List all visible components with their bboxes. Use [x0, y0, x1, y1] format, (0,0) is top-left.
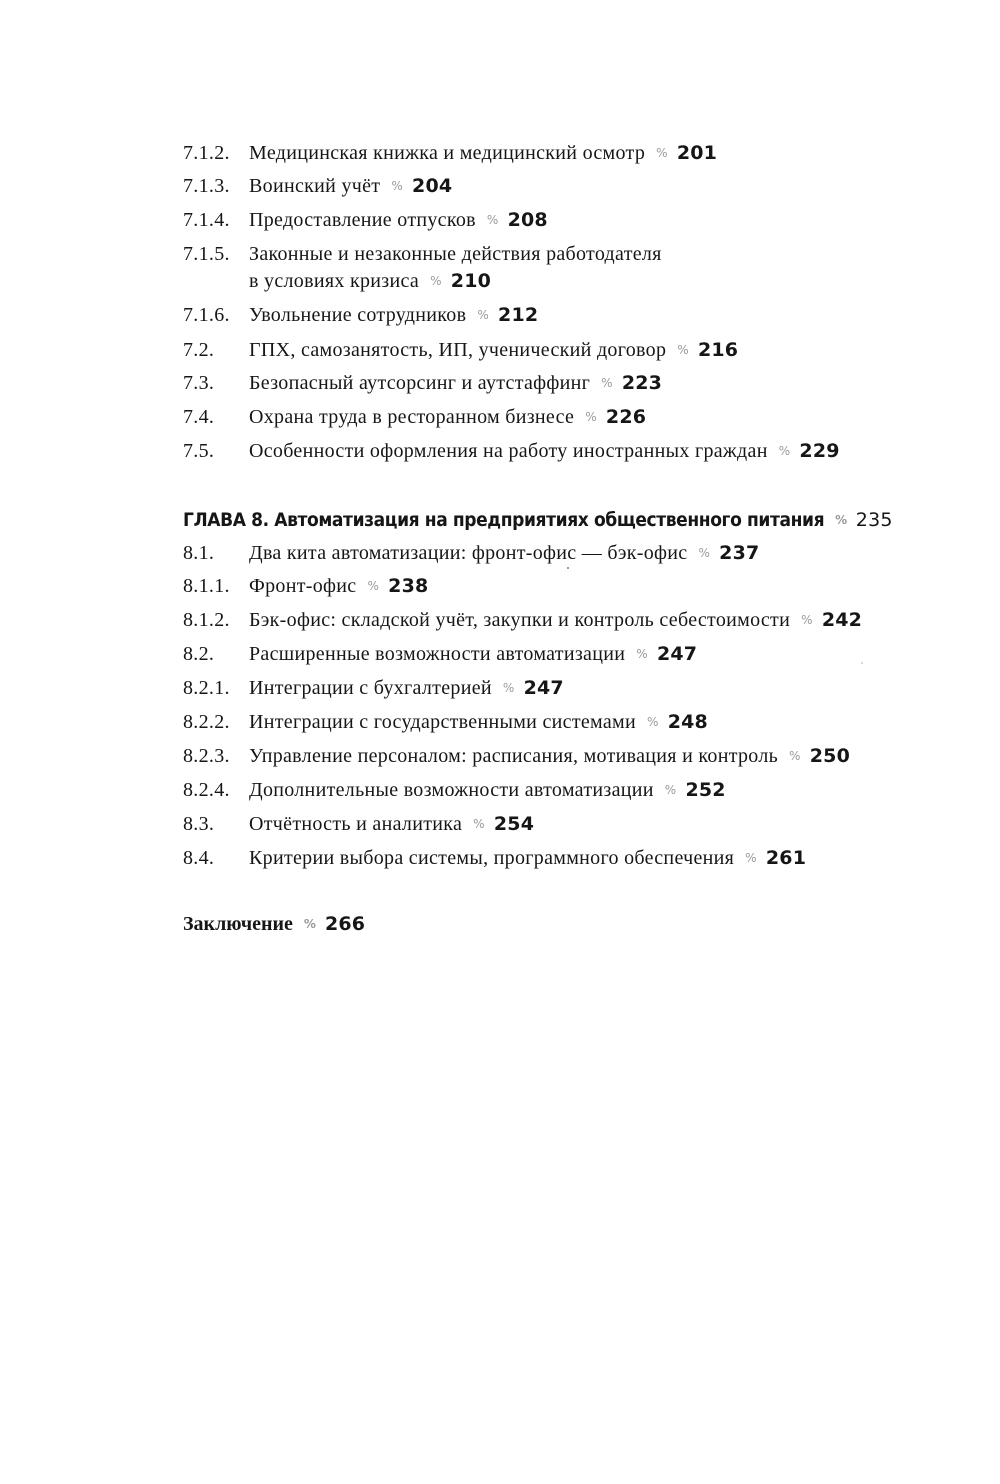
- separator-icon: %: [430, 274, 442, 288]
- separator-icon: %: [647, 715, 659, 729]
- toc-entry-title-line: [249, 777, 726, 804]
- toc-entry-page-number: 250: [809, 745, 850, 767]
- separator-icon: %: [698, 546, 711, 560]
- toc-entry-title-text: Два кита автоматизации: фронт-офис — бэк-офис: [249, 542, 688, 564]
- separator-icon: %: [778, 444, 791, 458]
- toc-entry-title: [249, 540, 759, 567]
- toc-entry-number: 8.2.4.: [183, 779, 230, 801]
- toc-entry-number: 7.1.3.: [183, 175, 230, 197]
- toc-entry-page-number: 252: [685, 779, 726, 801]
- toc-entry-title-text: Воинский учёт: [249, 175, 381, 197]
- toc-entry-page-number: 254: [493, 813, 535, 835]
- toc-entry-page-number: 261: [765, 847, 807, 869]
- toc-entry-number: 7.4.: [183, 406, 215, 428]
- toc-entry-title-line: [249, 811, 534, 838]
- toc-entry-number: 7.1.6.: [183, 304, 230, 326]
- toc-entry-title-line: [249, 675, 564, 702]
- toc-entry-title-text: Особенности оформления на работу иностранных граждан: [249, 440, 768, 462]
- toc-entry-title: [249, 140, 717, 167]
- toc-entry-page-number: 208: [507, 209, 548, 231]
- separator-icon: %: [473, 817, 485, 831]
- toc-entry-title: [249, 337, 738, 364]
- toc-entry-title-text: Интеграции с государственными системами: [249, 711, 636, 733]
- toc-entry-title-text: Дополнительные возможности автоматизации: [249, 779, 654, 801]
- separator-icon: %: [801, 613, 813, 627]
- toc-entry-title-line: [249, 540, 759, 567]
- chapter-8-title: ГЛАВА 8. Автоматизация на предприятиях общественного питания: [183, 509, 825, 531]
- toc-entry-page-number: 242: [821, 609, 863, 631]
- toc-entry-title-text: в условиях кризиса: [249, 270, 420, 292]
- toc-entry-title: [249, 370, 662, 397]
- conclusion-entry: [183, 911, 365, 938]
- toc-entry-title: [249, 845, 806, 872]
- toc-entry-number: 7.1.4.: [183, 209, 230, 231]
- separator-icon: %: [585, 410, 597, 424]
- toc-entry-title-text: ГПХ, самозанятость, ИП, ученический договор: [249, 339, 667, 361]
- toc-entry-page-number: 210: [450, 270, 492, 292]
- toc-entry-title-text: Расширенные возможности автоматизации: [249, 643, 626, 665]
- toc-entry-title: [249, 675, 564, 702]
- separator-icon: %: [303, 917, 316, 931]
- toc-entry-title: [249, 241, 662, 295]
- toc-entry-page-number: 201: [676, 142, 718, 164]
- conclusion-title: Заключение: [183, 913, 293, 935]
- toc-entry-page-number: 212: [498, 304, 539, 326]
- separator-icon: %: [502, 681, 515, 695]
- toc-entry-title-line: [249, 173, 452, 200]
- separator-icon: %: [636, 647, 648, 661]
- separator-icon: %: [664, 783, 677, 797]
- scan-speck: [567, 567, 569, 569]
- toc-entry-title: [249, 573, 428, 600]
- toc-entry-page-number: 247: [523, 677, 564, 699]
- separator-icon: %: [601, 376, 613, 390]
- toc-entry-page-number: 247: [656, 643, 698, 665]
- chapter-8-heading: [183, 507, 893, 534]
- toc-entry-page-number: 229: [799, 440, 840, 462]
- toc-entry-title-line: [249, 302, 538, 329]
- toc-entry-title-line: [249, 404, 646, 431]
- toc-entry-title-text: Предоставление отпусков: [249, 209, 476, 231]
- separator-icon: %: [477, 308, 490, 322]
- toc-entry-number: 8.3.: [183, 813, 215, 835]
- separator-icon: %: [656, 146, 668, 160]
- toc-entry-title-line: [249, 140, 717, 167]
- toc-entry-title-line: [249, 845, 806, 872]
- toc-entry-title-line: [249, 207, 548, 234]
- toc-entry-title-text: Безопасный аутсорсинг и аутстаффинг: [249, 372, 591, 394]
- toc-entry-title-line: [249, 268, 662, 295]
- toc-entry-page-number: 248: [667, 711, 708, 733]
- toc-entry-number: 8.2.3.: [183, 745, 230, 767]
- toc-entry-title-line: [249, 607, 862, 634]
- toc-entry-title: [249, 207, 548, 234]
- chapter-8-page-number: 235: [855, 509, 893, 531]
- toc-entry-page-number: 216: [697, 339, 739, 361]
- toc-entry-title-line: [249, 241, 662, 268]
- toc-entry-title-text: Интеграции с бухгалтерией: [249, 677, 492, 699]
- separator-icon: %: [677, 343, 689, 357]
- toc-entry-title: [249, 607, 862, 634]
- toc-entry-number: 8.2.: [183, 643, 215, 665]
- conclusion-page-number: 266: [324, 913, 366, 935]
- toc-entry-page-number: 223: [621, 372, 663, 394]
- toc-entry-title: [249, 641, 697, 668]
- toc-entry-title: [249, 777, 726, 804]
- toc-entry-title: [249, 173, 452, 200]
- toc-entry-page-number: 237: [719, 542, 760, 564]
- toc-entry-number: 8.1.: [183, 542, 215, 564]
- toc-entry-title-text: Увольнение сотрудников: [249, 304, 467, 326]
- toc-entry-number: 8.1.2.: [183, 609, 230, 631]
- toc-entry-number: 7.3.: [183, 372, 215, 394]
- toc-entry-title: [249, 404, 646, 431]
- toc-entry-title: [249, 438, 840, 465]
- toc-entry-title: [249, 302, 538, 329]
- toc-entry-title-text: Законные и незаконные действия работодателя: [249, 243, 662, 265]
- toc-entry-page-number: 226: [605, 406, 647, 428]
- toc-entry-number: 8.4.: [183, 847, 215, 869]
- toc-entry-title-text: Медицинская книжка и медицинский осмотр: [249, 142, 646, 164]
- scan-speck: [861, 662, 863, 664]
- toc-entry-number: 7.2.: [183, 339, 215, 361]
- toc-entry-number: 7.1.5.: [183, 243, 230, 265]
- toc-entry-page-number: 238: [388, 575, 429, 597]
- separator-icon: %: [745, 851, 757, 865]
- toc-entry-number: 8.1.1.: [183, 575, 230, 597]
- toc-entry-title: [249, 743, 850, 770]
- toc-entry-title-line: [249, 743, 850, 770]
- toc-entry-number: 8.2.1.: [183, 677, 230, 699]
- toc-entry-title-line: [249, 573, 428, 600]
- toc-entry-title-text: Бэк-офис: складской учёт, закупки и контроль себестоимости: [249, 609, 791, 631]
- toc-entry-title: [249, 811, 534, 838]
- toc-entry-page-number: 204: [412, 175, 453, 197]
- separator-icon: %: [367, 579, 380, 593]
- toc-entry-title-text: Охрана труда в ресторанном бизнесе: [249, 406, 575, 428]
- toc-entry-title-text: Отчётность и аналитика: [249, 813, 463, 835]
- toc-entry-number: 7.1.2.: [183, 142, 230, 164]
- toc-entry-title-line: [249, 709, 708, 736]
- toc-entry-title-line: [249, 337, 738, 364]
- separator-icon: %: [391, 179, 404, 193]
- toc-entry-title-text: Управление персоналом: расписания, мотивация и контроль: [249, 745, 779, 767]
- toc-entry-title-text: Критерии выбора системы, программного обеспечения: [249, 847, 735, 869]
- separator-icon: %: [835, 513, 847, 527]
- toc-entry-title-line: [249, 370, 662, 397]
- toc-entry-title-text: Фронт-офис: [249, 575, 357, 597]
- toc-entry-title: [249, 709, 708, 736]
- toc-entry-number: 8.2.2.: [183, 711, 230, 733]
- toc-entry-title-line: [249, 641, 697, 668]
- toc-entry-number: 7.5.: [183, 440, 215, 462]
- separator-icon: %: [789, 749, 801, 763]
- separator-icon: %: [486, 213, 499, 227]
- toc-entry-title-line: [249, 438, 840, 465]
